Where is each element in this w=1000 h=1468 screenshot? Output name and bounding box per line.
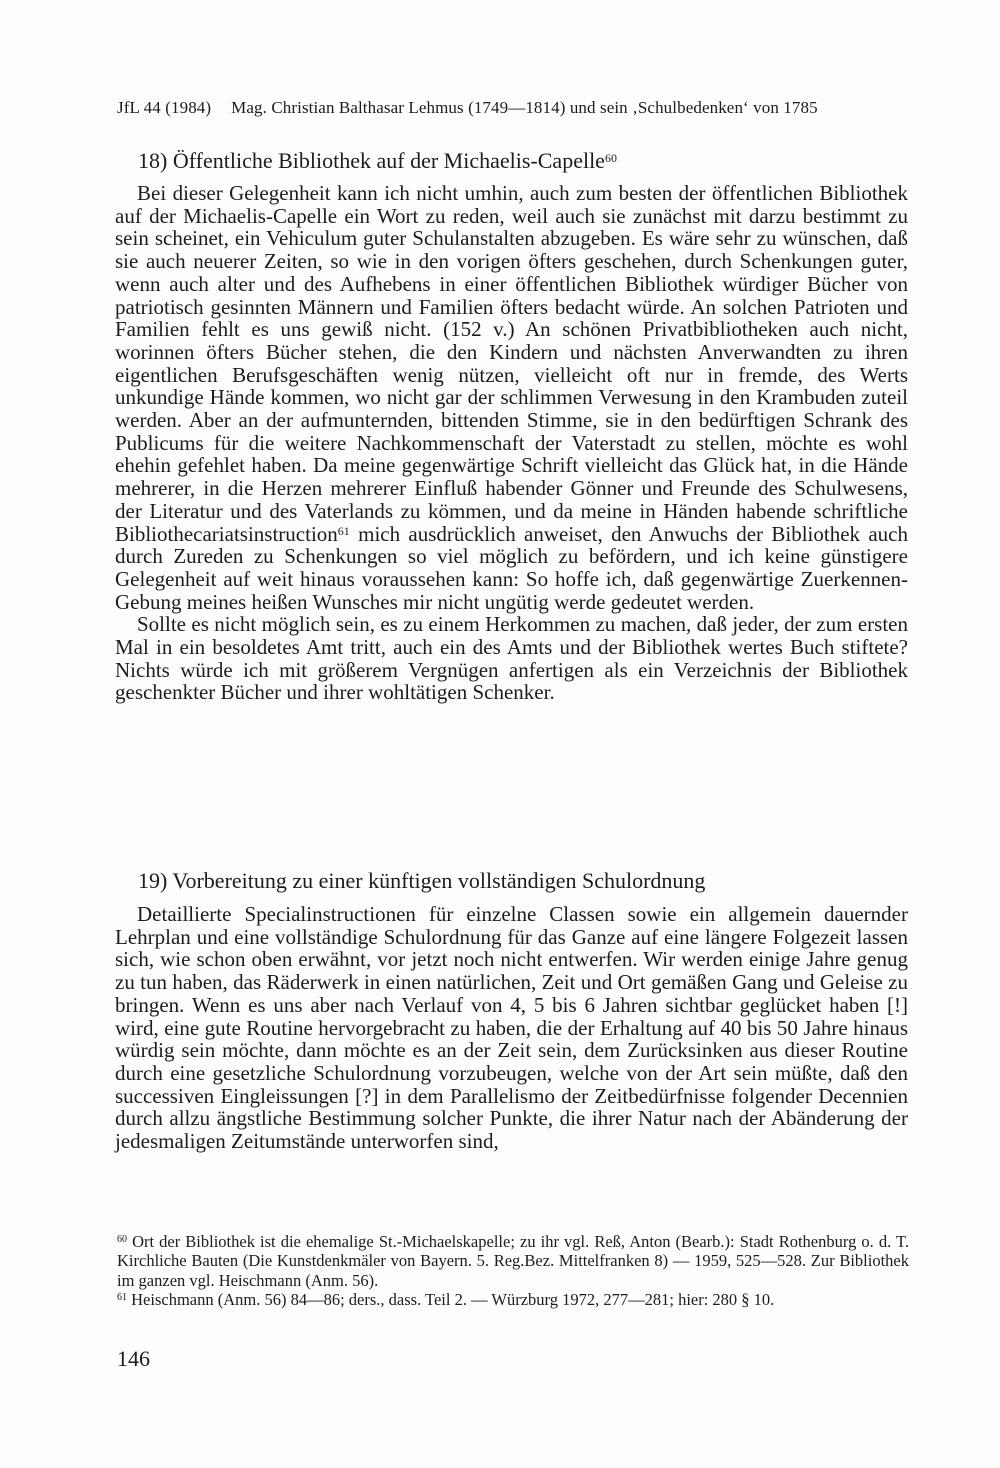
footnote-text: Ort der Bibliothek ist die ehemalige St.-Michaelskapelle; zu ihr vgl. Reß, Anton (Bearb.): Stadt Rothenburg o. d. T. Kirchliche Bauten (Die Kunstdenkmäler von Bayern. 5. Reg.Bez. Mittelfranken 8) — 1959, 525—528. Zur Bibliothek im ganzen vgl. Heischmann (Anm. 56). (117, 1232, 909, 1290)
page-number: 146 (117, 1346, 150, 1371)
section-19-heading: 19) Vorbereitung zu einer künftigen vollständigen Schulordnung (138, 868, 706, 893)
footnotes (117, 1232, 909, 1310)
paragraph-text: mich ausdrücklich anweiset, den Anwuchs der Bibliothek auch durch Zureden zu Schenkungen so viel möglich zu befördern, und ich keine günstigere Gelegenheit auf weit hinaus voraussehen kann: So hoffe ich, daß gegenwärtige Zuerkennen-Gebung meines heißen Wunsches mir nicht ungütig werde gedeutet werden. (115, 521, 908, 614)
footnote-ref-60: 60 (604, 151, 617, 165)
section-18-heading (138, 148, 617, 174)
article-title: Mag. Christian Balthasar Lehmus (1749—1814) und sein ‚Schulbedenken‘ von 1785 (231, 98, 818, 117)
section-19-body (115, 903, 908, 1153)
footnote-60 (117, 1232, 909, 1290)
section-18-body (115, 182, 908, 704)
footnote-number: 61 (117, 1292, 127, 1304)
section-18-heading-text: 18) Öffentliche Bibliothek auf der Michaelis-Capelle (138, 148, 605, 173)
footnote-text: Heischmann (Anm. 56) 84—86; ders., dass. Teil 2. — Würzburg 1972, 277—281; hier: 280 § 10. (127, 1290, 775, 1310)
paragraph-text: Bei dieser Gelegenheit kann ich nicht umhin, auch zum besten der öffentlichen Bibliothek auf der Michaelis-Capelle ein Wort zu reden, weil auch sie zunächst mit darzu bestimmt zu sein scheinet, ein Vehiculum guter Schulanstalten abzugeben. Es wäre sehr zu wünschen, daß sie auch neuerer Zeiten, so wie in den vorigen öfters geschehen, durch Schenkungen guter, wenn auch alter und des Aufhebens in einer öffentlichen Bibliothek würdiger Bücher von patriotisch gesinnten Männern und Familien öfters bedacht würde. An solchen Patrioten und Familien fehlt es uns gewiß nicht. (152 v.) An schönen Privatbibliotheken auch nicht, worinnen öfters Bücher stehen, die den Kindern und nächsten Anverwandten zu ihren eigentlichen Berufsgeschäften wenig nützen, vielleicht oft nur in fremde, des Werts unkundige Hände kommen, wo nicht gar der schlimmen Verwesung in den Krambuden zuteil werden. Aber an der aufmunternden, bittenden Stimme, sie in den bedürftigen Schrank des Publicums für die weitere Nachkommenschaft der Vaterstadt zu stellen, möchte es wohl ehehin gefehlet haben. Da meine gegenwärtige Schrift vielleicht das Glück hat, in die Hände mehrerer, in die Herzen mehrerer Einfluß habender Gönner und Freunde des Schulwesens, der Literatur und des Vaterlands zu kömmen, und da meine in Händen habende schriftliche Bibliothecariatsinstruction (115, 181, 908, 546)
footnote-61 (117, 1290, 909, 1309)
section-19-paragraph-1: Detaillierte Specialinstructionen für einzelne Classen sowie ein allgemein dauernder Lehrplan und eine vollständige Schulordnung für das Ganze auf eine längere Folgezeit lassen sich, wie schon oben erwähnt, vor jetzt noch nicht entwerfen. Wir werden einige Jahre genug zu tun haben, das Räderwerk in einen natürlichen, Zeit und Ort gemäßen Gang und Geleise zu bringen. Wenn es uns aber nach Verlauf von 4, 5 bis 6 Jahren sichtbar geglücket haben [!] wird, eine gute Routine hervorgebracht zu haben, die der Erhaltung auf 40 bis 50 Jahre hinaus würdig sein möchte, dann möchte es an der Zeit sein, dem Zurücksinken aus dieser Routine durch eine gesetzliche Schulordnung vorzubeugen, welche von der Art sein müßte, daß den successiven Eingleissungen [?] in dem Parallelismo der Zeitbedürfnisse folgender Decennien durch allzu ängstliche Bestimmung solcher Punkte, die ihrer Natur nach der Abänderung der jedesmaligen Zeitumstände unterworfen sind, (115, 902, 908, 1154)
journal-citation: JfL 44 (1984) (117, 98, 212, 117)
running-head (117, 98, 909, 118)
footnote-ref-61: 61 (337, 523, 350, 538)
section-18-paragraph-1 (115, 182, 908, 613)
section-18-paragraph-2: Sollte es nicht möglich sein, es zu einem Herkommen zu machen, daß jeder, der zum ersten Mal in ein besoldetes Amt tritt, auch ein des Amts und der Bibliothek wertes Buch stiftete? Nichts würde ich mit größerem Vergnügen anfertigen als ein Verzeichnis der Bibliothek geschenkter Bücher und ihrer wohltätigen Schenker. (115, 612, 908, 705)
footnote-number: 60 (117, 1234, 127, 1245)
